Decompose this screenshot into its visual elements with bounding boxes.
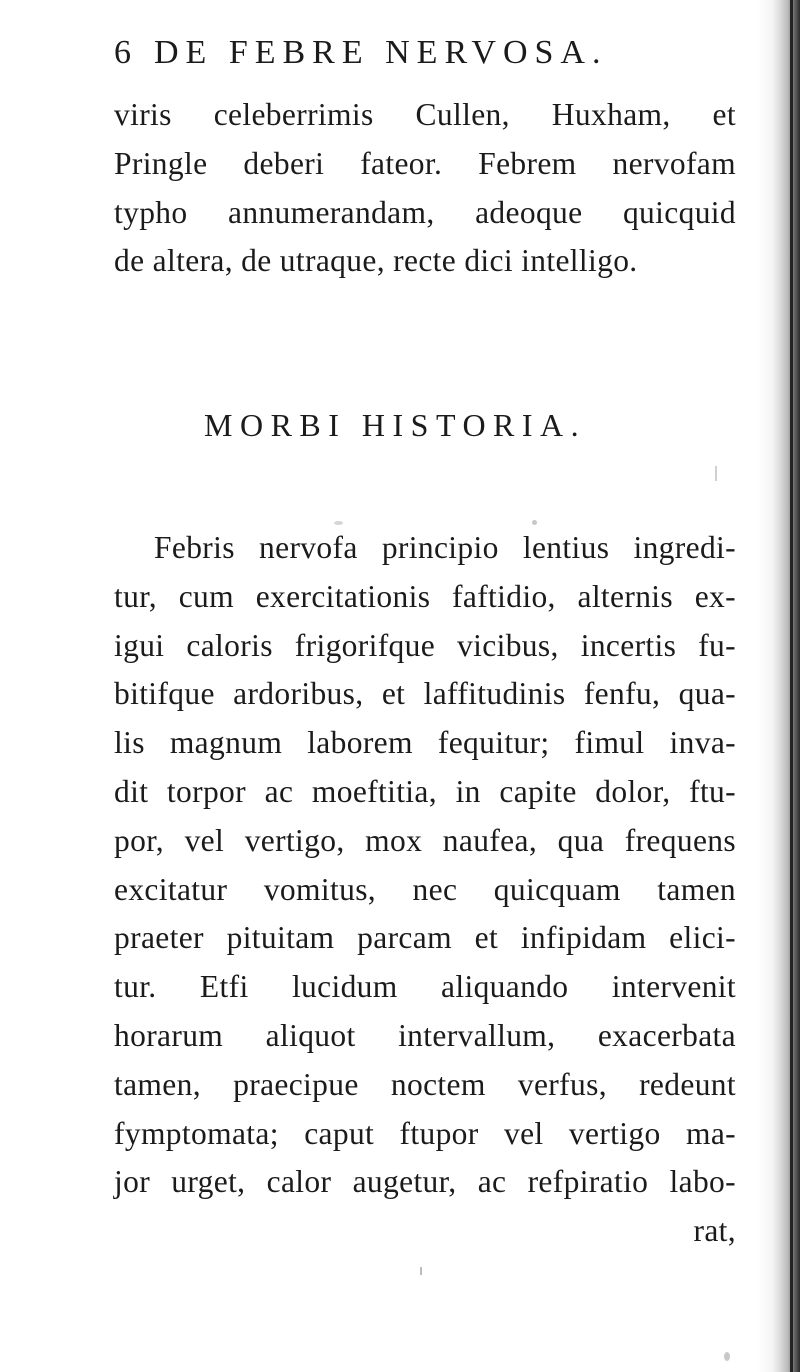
running-title: DE FEBRE NERVOSA. bbox=[154, 34, 608, 71]
catchword: rat, bbox=[693, 1213, 736, 1249]
text-line: Pringle deberi fateor. Febrem nervofam bbox=[114, 145, 736, 181]
text-line: Febris nervofa principio lentius ingredi- bbox=[154, 530, 736, 565]
text-line: jor urget, calor augetur, ac refpiratio labo- bbox=[114, 1164, 736, 1200]
text-line: por, vel vertigo, mox naufea, qua frequens bbox=[114, 822, 736, 858]
text-line: excitatur vomitus, nec quicquam tamen bbox=[114, 871, 736, 907]
paper-speck bbox=[715, 466, 717, 481]
text-line: tamen, praecipue noctem verfus, redeunt bbox=[114, 1066, 736, 1102]
text-line: tur. Etfi lucidum aliquando intervenit bbox=[114, 969, 736, 1005]
text-line: lis magnum laborem fequitur; fimul inva- bbox=[114, 725, 736, 761]
paper-speck bbox=[724, 1352, 730, 1361]
text-line: typho annumerandam, adeoque quicquid bbox=[114, 194, 736, 230]
paper-speck bbox=[334, 521, 343, 525]
paragraph-intro bbox=[114, 91, 736, 286]
text-line: bitifque ardoribus, et laffitudinis fenfu, qua- bbox=[114, 676, 736, 712]
text-line: fymptomata; caput ftupor vel vertigo ma- bbox=[114, 1115, 736, 1151]
text-line: tur, cum exercitationis faftidio, alternis ex- bbox=[114, 578, 736, 614]
text-line: dit torpor ac moeftitia, in capite dolor, ftu- bbox=[114, 773, 736, 809]
text-line: de altera, de utraque, recte dici intelligo. bbox=[114, 243, 638, 279]
page-header bbox=[114, 34, 714, 82]
paragraph-history bbox=[114, 524, 736, 1256]
page-number: 6 bbox=[114, 34, 138, 71]
text-line: viris celeberrimis Cullen, Huxham, et bbox=[114, 97, 736, 132]
paper-speck bbox=[420, 1267, 422, 1275]
paper-speck bbox=[532, 520, 537, 525]
binding-edge bbox=[790, 0, 793, 1372]
binding-gutter-shadow bbox=[758, 0, 800, 1372]
section-heading: MORBI HISTORIA. bbox=[204, 407, 587, 443]
text-line: igui caloris frigorifque vicibus, incertis fu- bbox=[114, 627, 736, 663]
text-line: horarum aliquot intervallum, exacerbata bbox=[114, 1017, 736, 1053]
text-line: praeter pituitam parcam et infipidam elici- bbox=[114, 920, 736, 956]
